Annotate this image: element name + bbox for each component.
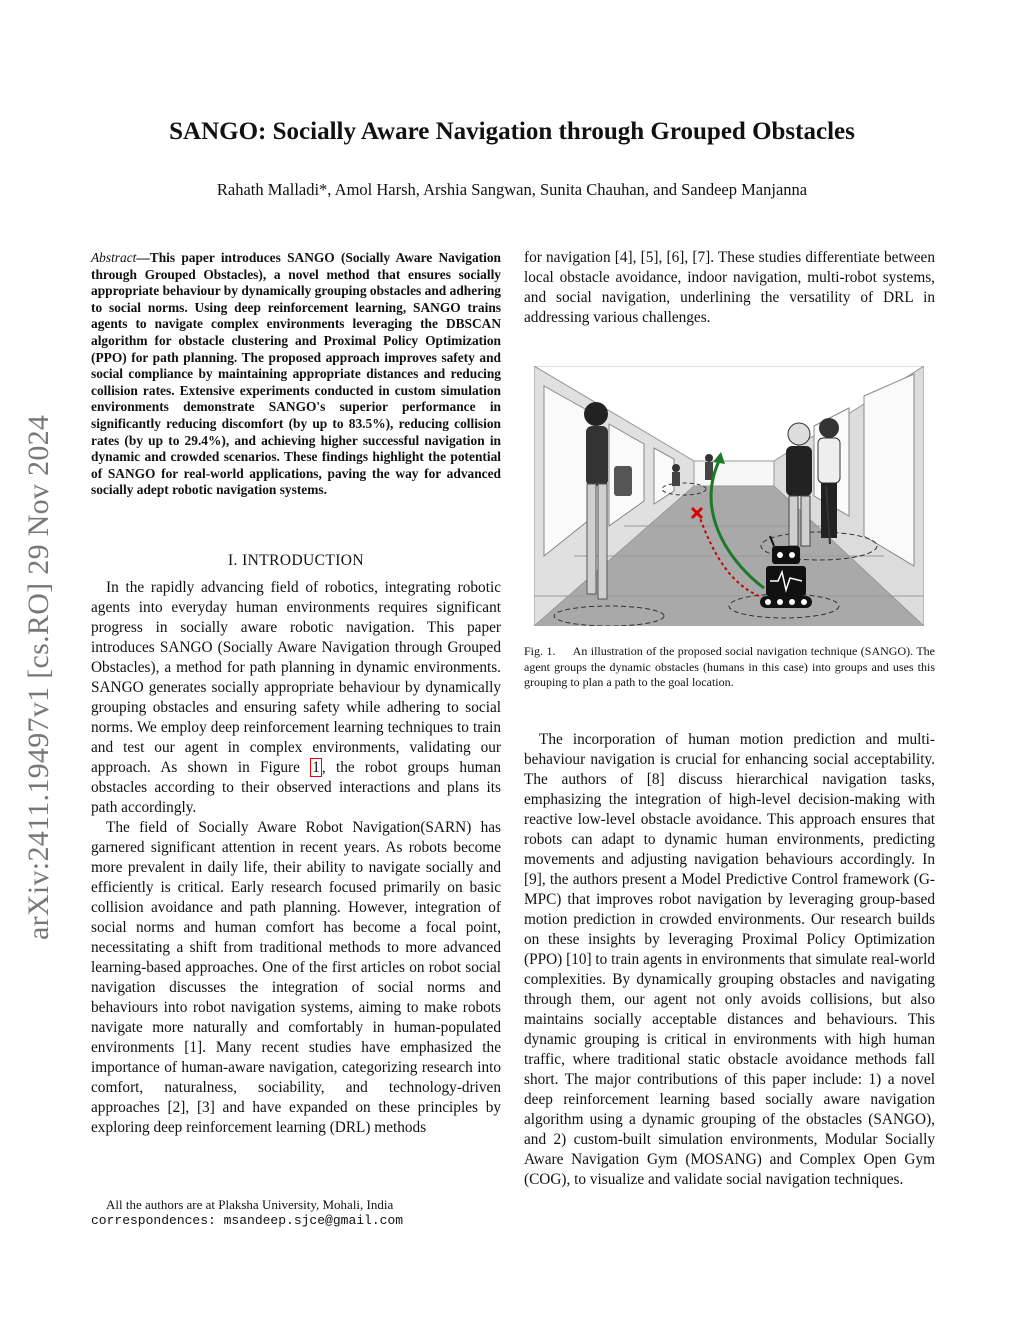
intro-paragraph-1: In the rapidly advancing field of robotics, integrating robotic agents into everyday human environments requires significant progress in socially aware robotic navigation. This paper introduces SANGO (Socially Aware Navigation through Grouped Obstacles), a method for path planning in dynamic environments. SANGO generates socially appropriate behaviour by dynamically grouping obstacles and ensuring safety while adhering to social norms. We employ deep reinforcement learning techniques to train and test our agent in complex environments, validating our approach. As shown in Figure 1 , the robot groups human obstacles according to their observed interactions and plans its path accordingly.	[91, 579, 502, 816]
figure-caption-text: An illustration of the proposed social navigation technique (SANGO). The agent groups the dynamic obstacles (humans in this case) into groups and uses this grouping to plan a path to the goal location.	[524, 644, 935, 690]
author-list: Rahath Malladi*, Amol Harsh, Arshia Sangwan, Sunita Chauhan, and Sandeep Manjanna	[216, 180, 808, 199]
intro-body	[91, 578, 501, 1138]
figure-caption-label: Fig. 1.	[524, 644, 556, 658]
abstract	[91, 250, 501, 499]
figure-1-illustration	[534, 366, 924, 626]
abstract-text: —This paper introduces SANGO (Socially Aware Navigation through Grouped Obstacles), a novel method that ensures socially appropriate behaviour by dynamically grouping obstacles and adhering to social norms. Using deep reinforcement learning, SANGO trains agents to navigate complex environments leveraging the DBSCAN algorithm for obstacle clustering and Proximal Policy Optimization (PPO) for path planning. The proposed approach improves safety and social compliance by maintaining appropriate distances and reducing collision rates. Extensive experiments conducted in custom simulation environments demonstrate SANGO's superior performance in significantly reducing discomfort (by up to 83.5%), reducing collision rates (by up to 29.4%), and achieving higher successful navigation in dynamic and crowded scenarios. These findings highlight the potential of SANGO for real-world applications, paving the way for advanced socially adept robotic navigation systems.	[91, 250, 501, 498]
paper-title: SANGO: Socially Aware Navigation through Grouped Obstacles	[169, 118, 855, 145]
arxiv-identifier: arXiv:2411.19497v1 [cs.RO] 29 Nov 2024	[22, 414, 55, 940]
right-paragraph: The incorporation of human motion prediction and multi-behaviour navigation is crucial for enhancing social acceptability. The authors of [8] discuss hierarchical navigation tasks, emphasizing the integration of high-level decision-making with reactive low-level obstacle avoidance. This approach ensures that robots can adapt to dynamic human environments, predicting movements and adjusting navigation behaviours accordingly. In [9], the authors present a Model Predictive Control framework (G-MPC) that improves robot navigation by leveraging group-based motion prediction in crowded environments. Our research builds on these insights by leveraging Proximal Policy Optimization (PPO) [10] to train agents in environments that simulate real-world complexities. By dynamically grouping obstacles and navigating through them, our agent not only avoids collisions, but also maintains socially acceptable distances and behaviours. This dynamic grouping is critical in environments with high human traffic, where traditional static obstacle avoidance methods fall short. The major contributions of this paper include: 1) a novel deep reinforcement learning based socially aware navigation algorithm using a dynamic grouping of the obstacles (SANGO), and 2) custom-built simulation environments, Modular Socially Aware Navigation Gym (MOSANG) and Complex Open Gym (COG), to visualize and validate social navigation techniques.	[524, 731, 935, 1188]
intro-paragraph-2: The field of Socially Aware Robot Navigation(SARN) has garnered significant attention in recent years. As robots become more prevalent in daily life, their ability to navigate socially and efficiently is critical. Early research focused primarily on basic collision avoidance and path planning. However, integration of social norms and human comfort has become a focal point, necessitating a shift from traditional methods to more advanced learning-based approaches. One of the first articles on robot social navigation discusses the integration of social norms and behaviours into robot navigation systems, aiming to make robots navigate more naturally and comfortably in human-populated environments [1]. Many recent studies have emphasized the importance of human-aware navigation, categorizing research into comfort, naturalness, sociability, and technology-driven approaches [2], [3] and have expanded on these principles by exploring deep reinforcement learning (DRL) methods	[91, 819, 501, 1136]
footnote	[91, 1197, 501, 1229]
abstract-label: Abstract	[91, 250, 137, 265]
footnote-email: correspondences: msandeep.sjce@gmail.com	[91, 1213, 404, 1228]
right-body	[524, 730, 935, 1190]
figure-caption	[524, 644, 935, 691]
footnote-affiliation: All the authors are at Plaksha University, Mohali, India	[106, 1197, 394, 1212]
section-heading: I. INTRODUCTION	[227, 552, 364, 569]
continued-paragraph: for navigation [4], [5], [6], [7]. These studies differentiate between local obstacle avoidance, indoor navigation, multi-robot systems, and social navigation, underlining the versatility of DRL in addressing various challenges.	[524, 249, 935, 326]
hallway-illustration	[534, 366, 924, 626]
figure-ref-link[interactable]: 1	[312, 759, 320, 776]
right-top-text	[524, 248, 935, 328]
